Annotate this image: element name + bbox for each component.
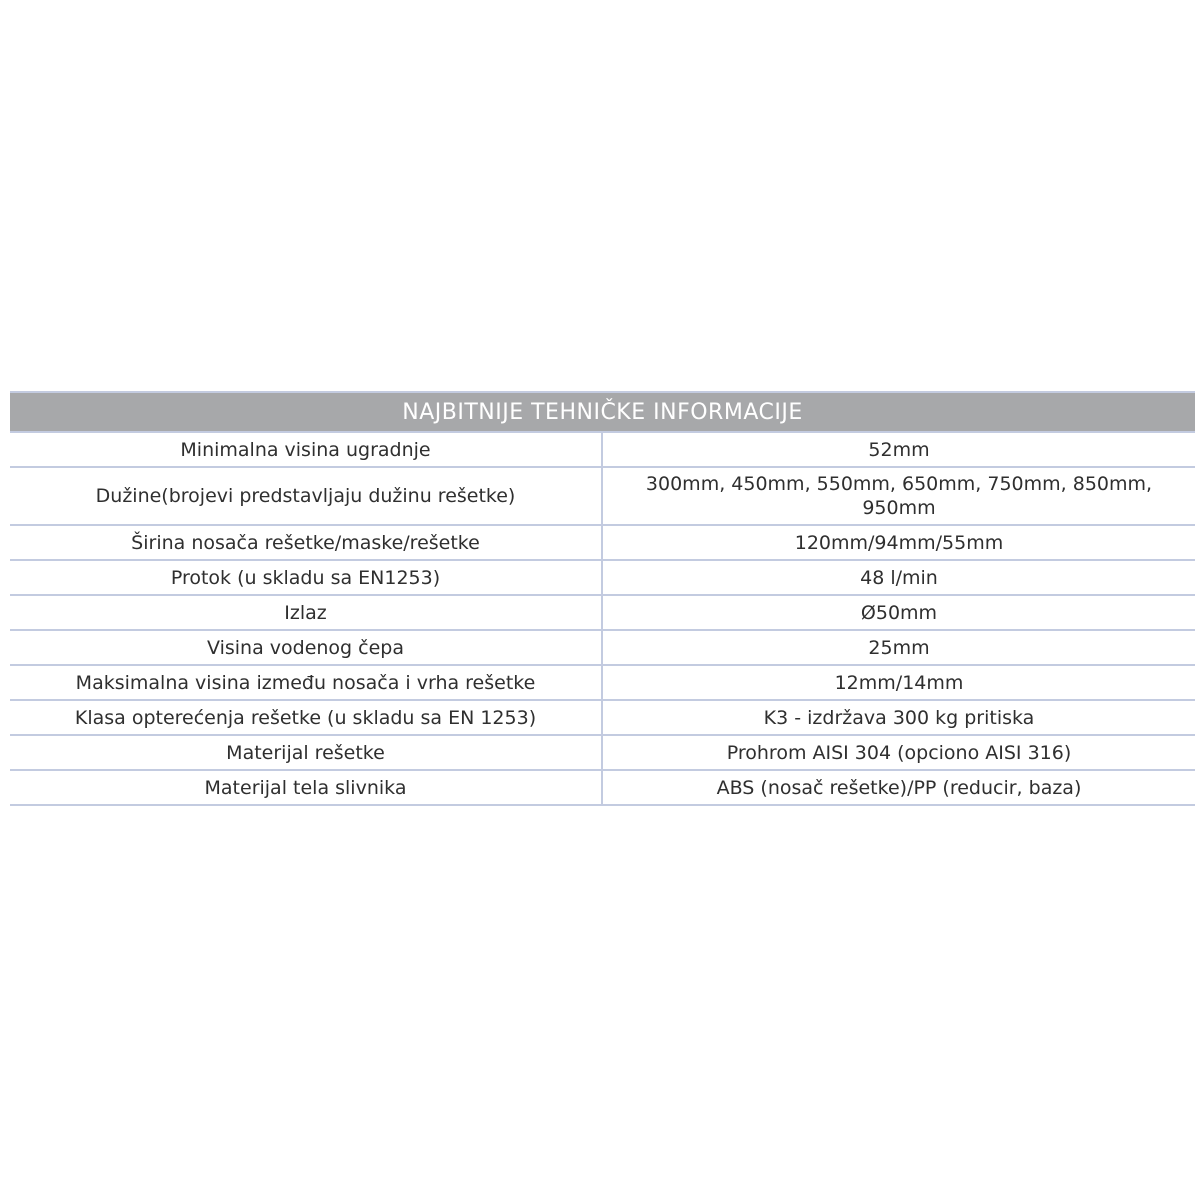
- table-row: [10, 432, 1195, 467]
- table-row: [10, 467, 1195, 525]
- spec-label: Materijal tela slivnika: [10, 770, 602, 805]
- table-row: [10, 630, 1195, 665]
- spec-label: Visina vodenog čepa: [10, 630, 602, 665]
- spec-value: 48 l/min: [602, 560, 1195, 595]
- spec-label: Širina nosača rešetke/maske/rešetke: [10, 525, 602, 560]
- spec-label: Maksimalna visina između nosača i vrha rešetke: [10, 665, 602, 700]
- spec-label: Minimalna visina ugradnje: [10, 432, 602, 467]
- spec-label: Protok (u skladu sa EN1253): [10, 560, 602, 595]
- table-row: [10, 525, 1195, 560]
- spec-value: 25mm: [602, 630, 1195, 665]
- spec-value: K3 - izdržava 300 kg pritiska: [602, 700, 1195, 735]
- table-row: [10, 595, 1195, 630]
- spec-value: 120mm/94mm/55mm: [602, 525, 1195, 560]
- table-row: [10, 665, 1195, 700]
- spec-label: Klasa opterećenja rešetke (u skladu sa EN 1253): [10, 700, 602, 735]
- table-row: [10, 770, 1195, 805]
- spec-label: Izlaz: [10, 595, 602, 630]
- technical-info-table: [10, 391, 1195, 806]
- table-row: [10, 560, 1195, 595]
- table-row: [10, 735, 1195, 770]
- spec-value: 52mm: [602, 432, 1195, 467]
- table-row: [10, 700, 1195, 735]
- spec-value: 300mm, 450mm, 550mm, 650mm, 750mm, 850mm, 950mm: [602, 467, 1195, 525]
- spec-label: Dužine(brojevi predstavljaju dužinu rešetke): [10, 467, 602, 525]
- spec-value: ABS (nosač rešetke)/PP (reducir, baza): [602, 770, 1195, 805]
- spec-value: Prohrom AISI 304 (opciono AISI 316): [602, 735, 1195, 770]
- spec-value: 12mm/14mm: [602, 665, 1195, 700]
- spec-label: Materijal rešetke: [10, 735, 602, 770]
- table-header-row: [10, 392, 1195, 432]
- spec-value: Ø50mm: [602, 595, 1195, 630]
- table-title: NAJBITNIJE TEHNIČKE INFORMACIJE: [10, 392, 1195, 432]
